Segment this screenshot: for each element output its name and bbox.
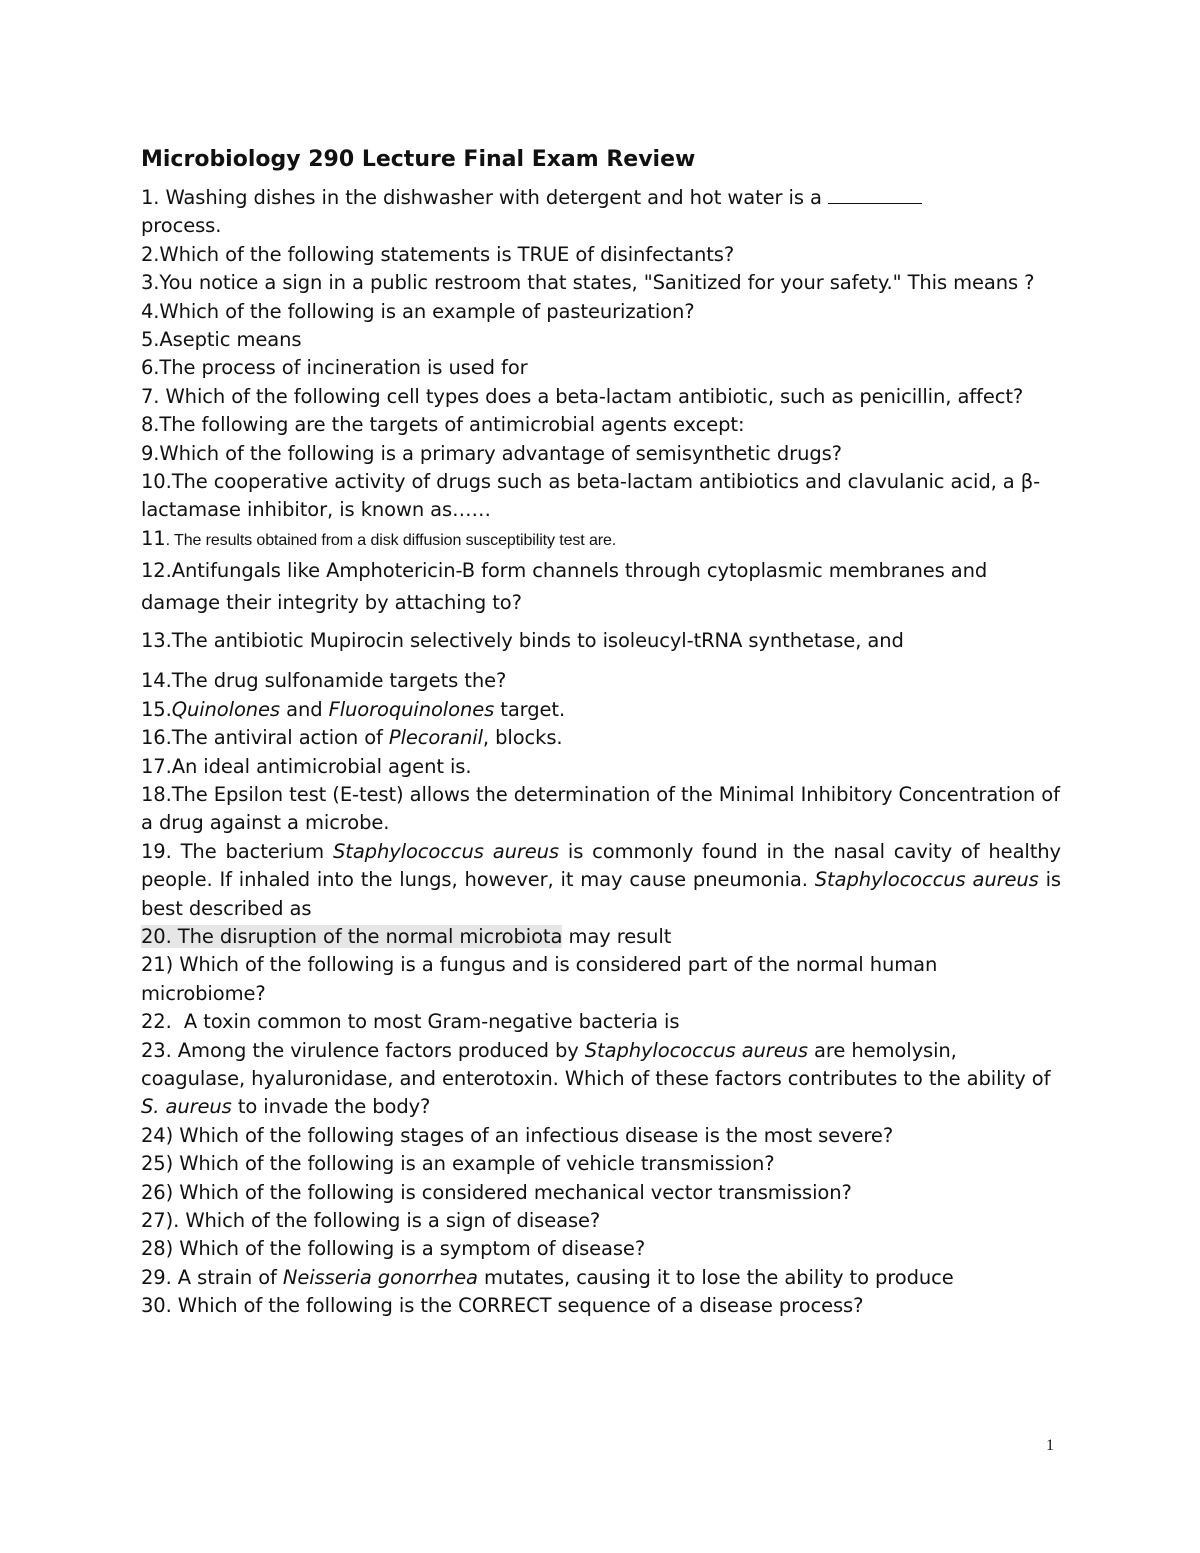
question-20 — [141, 923, 1061, 951]
question-19-organism-2: Staphylococcus aureus — [814, 868, 1039, 892]
question-16 — [141, 724, 1061, 752]
document-title: Microbiology 290 Lecture Final Exam Review — [141, 147, 696, 172]
question-23-organism-short: S. aureus — [141, 1095, 232, 1119]
question-27: 27). Which of the following is a sign of disease? — [141, 1209, 601, 1232]
question-29 — [141, 1264, 1061, 1292]
question-30: 30. Which of the following is the CORRECT sequence of a disease process? — [141, 1294, 864, 1318]
question-5: 5.Aseptic means — [141, 328, 302, 352]
question-21: 21) Which of the following is a fungus and is considered part of the normal human microbiome? — [141, 953, 938, 1005]
question-19-text-end: is best described as — [141, 868, 1061, 920]
question-8: 8.The following are the targets of antimicrobial agents except: — [141, 413, 745, 437]
question-4: 4.Which of the following is an example of pasteurization? — [141, 299, 695, 323]
question-11-text: . The results obtained from a disk diffusion susceptibility test are. — [165, 531, 617, 549]
question-14: 14.The drug sulfonamide targets the? — [141, 669, 507, 693]
page-number: 1 — [1046, 1437, 1054, 1454]
question-22: 22. A toxin common to most Gram-negative bacteria is — [141, 1010, 680, 1034]
question-15 — [141, 696, 1061, 724]
question-20-text-end: may result — [562, 924, 672, 948]
question-10: 10.The cooperative activity of drugs such as beta-lactam antibiotics and clavulanic acid, a β-lactamase inhibitor, is known as…… — [141, 470, 1041, 522]
question-15-text-end: target. — [494, 697, 566, 721]
question-19-organism: Staphylococcus aureus — [333, 839, 559, 863]
question-23-organism: Staphylococcus aureus — [584, 1038, 808, 1062]
question-19 — [141, 838, 1061, 923]
question-29-text-end: mutates, causing it to lose the ability to produce — [477, 1265, 954, 1289]
question-1-text: 1. Washing dishes in the dishwasher with detergent and hot water is a — [141, 186, 822, 209]
question-16-drug: Plecoranil — [388, 726, 483, 750]
question-15-conjunction: and — [280, 697, 329, 721]
question-7: 7. Which of the following cell types does a beta-lactam antibiotic, such as penicillin, affect? — [141, 384, 1024, 408]
question-16-text: 16.The antiviral action of — [141, 726, 389, 750]
question-20-highlight: 20. The disruption of the normal microbiota — [141, 924, 563, 948]
question-15-term-1: Quinolones — [171, 697, 280, 721]
question-2: 2.Which of the following statements is TRUE of disinfectants? — [141, 242, 735, 266]
question-23-text: 23. Among the virulence factors produced by — [141, 1038, 585, 1062]
question-13: 13.The antibiotic Mupirocin selectively binds to isoleucyl-tRNA synthetase, and — [141, 628, 904, 652]
question-1 — [141, 184, 1061, 241]
question-24: 24) Which of the following stages of an infectious disease is the most severe? — [141, 1123, 894, 1147]
question-3: 3.You notice a sign in a public restroom that states, "Sanitized for your safety." This means ? — [141, 271, 1035, 295]
question-12: 12.Antifungals like Amphotericin-B form channels through cytoplasmic membranes and damage their integrity by attaching to? — [141, 558, 988, 614]
question-1-text-end: process. — [141, 214, 222, 238]
question-23-text-end: to invade the body? — [231, 1095, 431, 1119]
document-body — [141, 144, 1061, 1321]
question-18: 18.The Epsilon test (E-test) allows the determination of the Minimal Inhibitory Concentration of a drug against a microbe. — [141, 782, 1060, 835]
question-9: 9.Which of the following is a primary advantage of semisynthetic drugs? — [141, 441, 842, 465]
question-15-term-2: Fluoroquinolones — [328, 697, 495, 721]
question-26: 26) Which of the following is considered mechanical vector transmission? — [141, 1180, 852, 1204]
question-23-text-mid: are hemolysin, coagulase, hyaluronidase, and enterotoxin. Which of these factors contributes to the ability of — [141, 1038, 1051, 1090]
question-19-text-mid: is commonly found in the nasal cavity of healthy people. If inhaled into the lungs, however, it may cause pneumonia. — [141, 839, 1061, 892]
question-16-text-end: , blocks. — [482, 726, 563, 750]
question-19-text: 19. The bacterium — [141, 839, 333, 863]
question-15-number: 15. — [141, 697, 172, 721]
question-6: 6.The process of incineration is used for — [141, 356, 528, 380]
question-11 — [141, 525, 1061, 555]
question-17: 17.An ideal antimicrobial agent is. — [141, 754, 472, 778]
question-29-organism: Neisseria gonorrhea — [282, 1265, 478, 1289]
question-11-number: 11 — [141, 526, 166, 550]
question-23 — [141, 1037, 1061, 1122]
question-28: 28) Which of the following is a symptom of disease? — [141, 1237, 646, 1261]
answer-blank — [828, 185, 922, 204]
question-25: 25) Which of the following is an example of vehicle transmission? — [141, 1152, 775, 1176]
question-29-text: 29. A strain of — [141, 1265, 283, 1289]
